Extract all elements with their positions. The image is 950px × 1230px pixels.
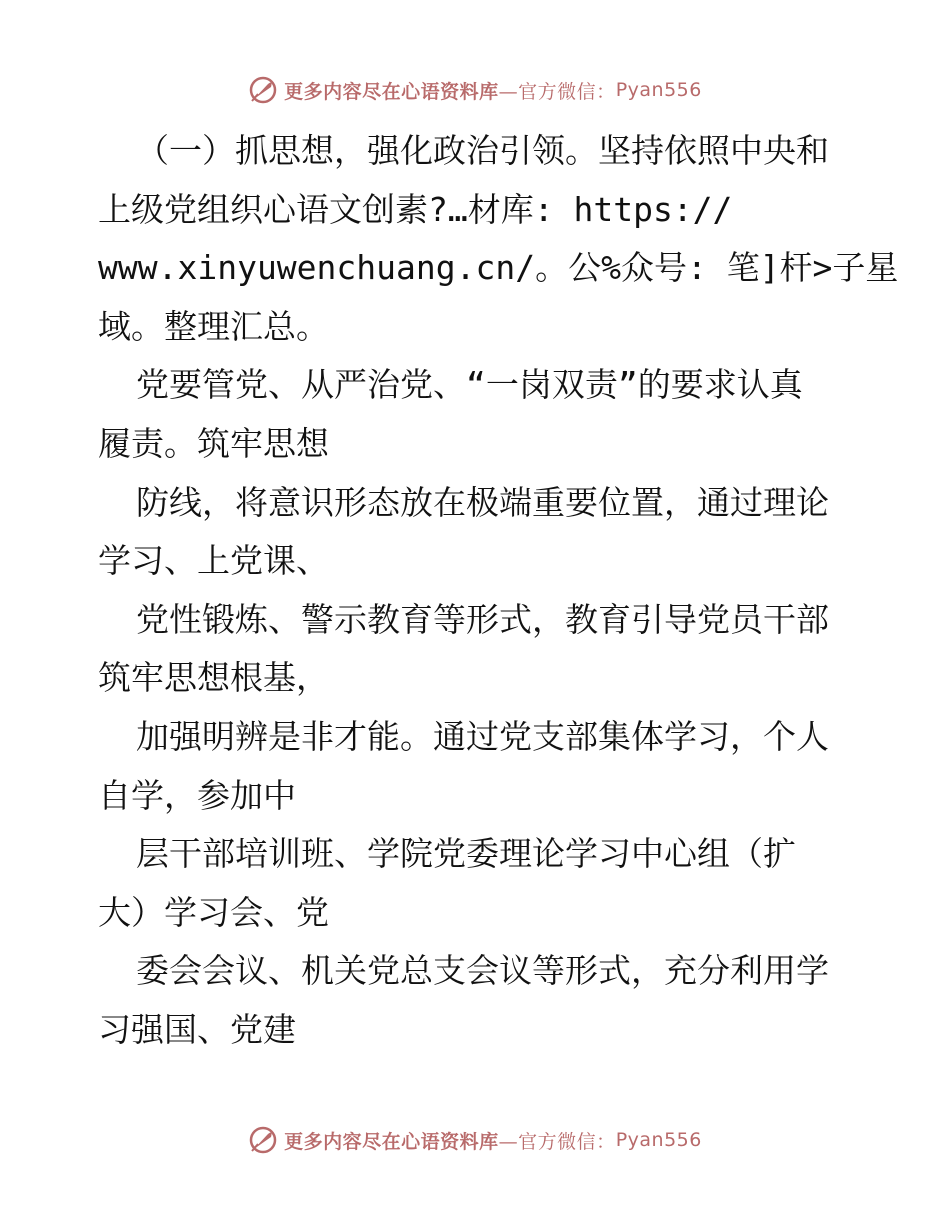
document-body: [98, 122, 899, 1060]
header-watermark: [0, 70, 950, 110]
watermark-wechat-id: Pyan556: [615, 79, 702, 101]
text-line: 大）学习会、党: [98, 892, 329, 932]
text-line: （一）抓思想，强化政治引领。坚持依照中央和: [136, 131, 829, 170]
text-line: 层干部培训班、学院党委理论学习中心组（扩: [136, 834, 796, 874]
text-line: 上级党组织心语文创素?…材库: https://: [98, 189, 733, 229]
text-line: 党要管党、从严治党、“一岗双责”的要求认真: [136, 365, 803, 405]
text-line: 域。整理汇总。: [98, 306, 329, 346]
text-line: 习强国、党建: [98, 1009, 296, 1049]
text-line: 筑牢思想根基，: [98, 658, 329, 698]
watermark-wechat-id: Pyan556: [615, 1129, 702, 1151]
text-line: 委会会议、机关党总支会议等形式，充分利用学: [136, 951, 829, 991]
watermark-text: 更多内容尽在心语资料库: [284, 1130, 499, 1153]
watermark-separator: —官方微信：: [498, 80, 616, 103]
watermark-separator: —官方微信：: [498, 1130, 616, 1153]
text-line: www.xinyuwenchuang.cn/。公%众号: 笔]杆>子星: [98, 248, 899, 288]
text-line: 履责。筑牢思想: [98, 423, 329, 463]
text-line: 防线，将意识形态放在极端重要位置，通过理论: [136, 482, 829, 522]
feather-pen-icon: [248, 1125, 278, 1155]
watermark-text: 更多内容尽在心语资料库: [284, 80, 499, 103]
feather-pen-icon: [248, 75, 278, 105]
text-line: 加强明辨是非才能。通过党支部集体学习，个人: [136, 716, 829, 756]
text-line: 党性锻炼、警示教育等形式，教育引导党员干部: [136, 599, 829, 639]
text-line: 自学，参加中: [98, 775, 296, 815]
footer-watermark: [0, 1120, 950, 1160]
text-line: 学习、上党课、: [98, 541, 329, 581]
